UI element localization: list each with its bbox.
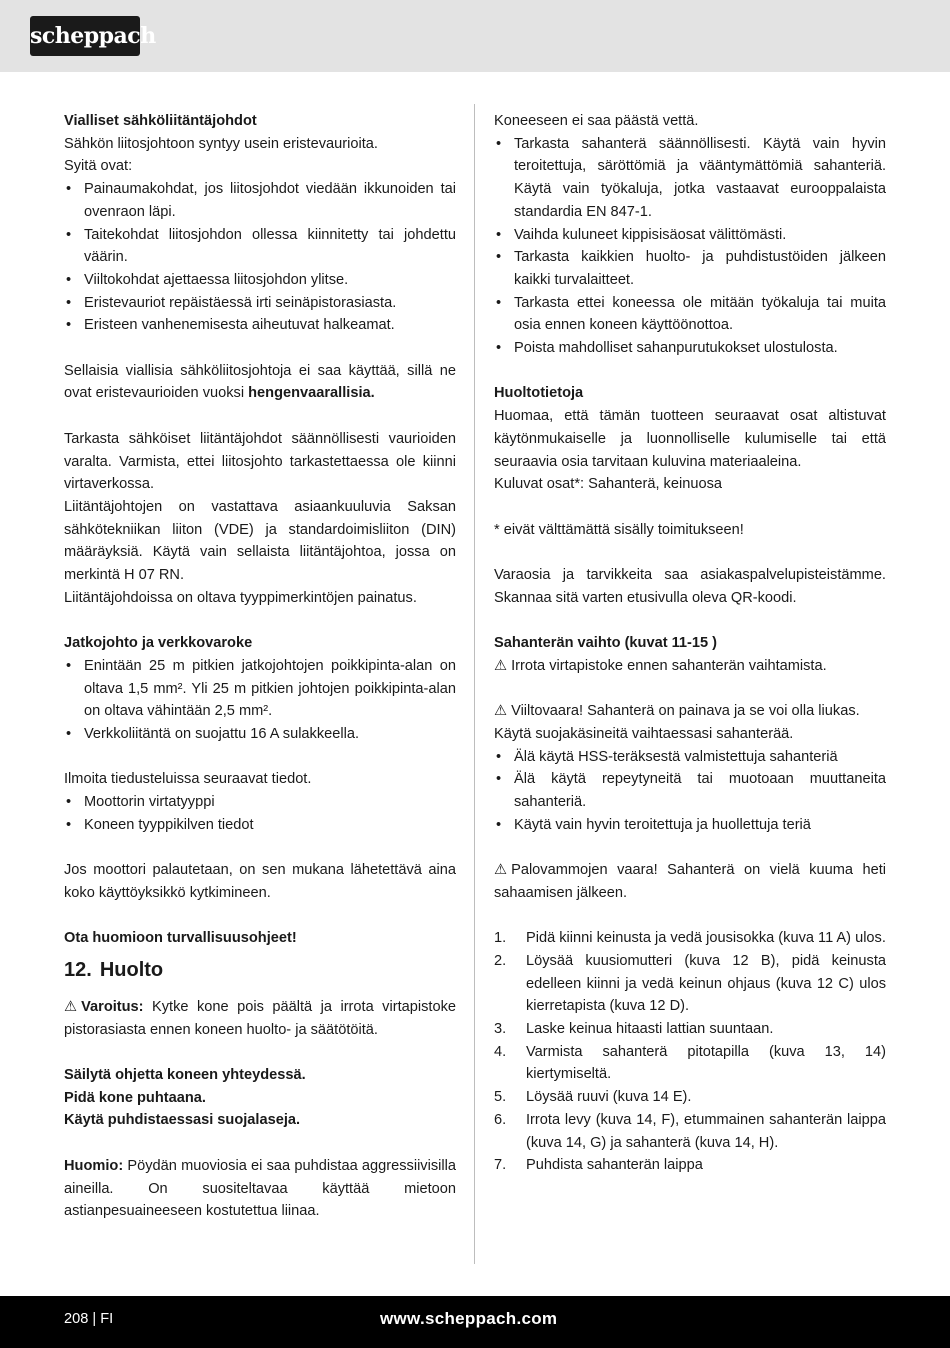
bold-line: Säilytä ohjetta koneen yhteydessä. — [64, 1067, 306, 1084]
list-item: • Moottorin virtatyyppi — [64, 791, 456, 814]
paragraph: Kuluvat osat*: Sahanterä, keinuosa — [494, 476, 722, 493]
paragraph: Käytä suojakäsineitä vaihtaessasi sahanterää. — [494, 725, 794, 742]
section-number: 12. — [64, 958, 92, 981]
section-heading — [64, 958, 456, 982]
list-item: • Koneen tyyppikilven tiedot — [64, 814, 456, 837]
paragraph: Liitäntäjohdoissa on oltava tyyppimerkintöjen painatus. — [64, 589, 417, 606]
list-item: • Eristevauriot repäistäessä irti seinäpistorasiasta. — [64, 292, 456, 315]
section-title: Huolto — [99, 958, 164, 981]
extension-list — [64, 655, 456, 746]
list-item — [494, 1154, 886, 1177]
bold-text: hengenvaarallisia. — [248, 385, 375, 402]
inquiry-list — [64, 791, 456, 836]
paragraph-danger — [64, 360, 456, 405]
list-item — [494, 1041, 886, 1086]
list-item: • Älä käytä HSS-teräksestä valmistettuja sahanteriä — [494, 746, 886, 769]
blade-list — [494, 746, 886, 837]
step-number: 5. — [494, 1089, 507, 1106]
bold-line: Käytä puhdistaessasi suojalaseja. — [64, 1112, 301, 1129]
step-number: 2. — [494, 952, 507, 969]
step-text: Löysää kuusiomutteri (kuva 12 B), pidä keinusta edelleen kiinni ja vedä keinun ohjaus (kuva 12 C) ulos kierretapista (kuva 12 D). — [526, 952, 886, 1015]
list-item — [494, 950, 886, 1018]
step-text: Pidä kiinni keinusta ja vedä jousisokka (kuva 11 A) ulos. — [526, 930, 886, 947]
paragraph: Huomaa, että tämän tuotteen seuraavat osat altistuvat käytönmukaiselle ja luonnolliselle kulumiselle tai että seuraavia osia tarvitaan kuluvina materiaaleina. — [494, 408, 886, 470]
page-number: 208 | FI — [64, 1311, 114, 1327]
footer-bar — [0, 1296, 950, 1348]
text: Viiltovaara! Sahanterä on painava ja se voi olla liukas. — [511, 703, 860, 720]
list-item — [494, 927, 886, 950]
bold-line: Pidä kone puhtaana. — [64, 1089, 206, 1106]
paragraph: * eivät välttämättä sisälly toimitukseen! — [494, 521, 744, 538]
list-item: • Eristeen vanhenemisesta aiheutuvat halkeamat. — [64, 314, 456, 337]
right-column — [494, 110, 886, 1177]
list-item: • Taitekohdat liitosjohdon ollessa kiinnitetty tai johdettu väärin. — [64, 224, 456, 269]
list-item — [494, 1018, 886, 1041]
checks-list — [494, 133, 886, 360]
paragraph: Sähkön liitosjohtoon syntyy usein eristevaurioita. — [64, 135, 378, 152]
warning-icon: ⚠ — [494, 703, 508, 720]
warning-paragraph — [494, 859, 886, 904]
list-item — [494, 1109, 886, 1154]
left-column — [64, 110, 456, 1223]
note-label: Huomio: — [64, 1157, 124, 1174]
heading-blade-change: Sahanterän vaihto (kuvat 11-15 ) — [494, 635, 718, 652]
list-item: • Painaumakohdat, jos liitosjohdot viedään ikkunoiden tai ovenraon läpi. — [64, 178, 456, 223]
warning-icon: ⚠ — [494, 657, 508, 674]
step-text: Irrota levy (kuva 14, F), etummainen sahanterän laippa (kuva 14, G) ja sahanterä (kuva 14, H). — [526, 1111, 886, 1151]
list-item: • Enintään 25 m pitkien jatkojohtojen poikkipinta-alan on oltava 1,5 mm². Yli 25 m pitkien johtojen poikkipinta-alan on oltava vähintään 2,5 mm². — [64, 655, 456, 723]
text: Kytke kone pois päältä ja irrota virtapistoke pistorasiasta ennen koneen huolto- ja säätötöitä. — [64, 998, 456, 1038]
step-text: Puhdista sahanterän laippa — [526, 1157, 703, 1174]
step-number: 6. — [494, 1111, 507, 1128]
text: Pöydän muoviosia ei saa puhdistaa aggressiivisilla aineilla. On suositeltavaa käyttää mietoon astianpesuaineeseen kostutettua liinaa. — [64, 1157, 456, 1220]
warning-paragraph — [494, 700, 886, 723]
paragraph: Koneeseen ei saa päästä vettä. — [494, 113, 699, 129]
list-item: • Käytä vain hyvin teroitettuja ja huollettuja teriä — [494, 814, 886, 837]
list-item: • Tarkasta kaikkien huolto- ja puhdistustöiden jälkeen kaikki turvalaitteet. — [494, 246, 886, 291]
paragraph: Jos moottori palautetaan, on sen mukana lähetettävä aina koko käyttöyksikkö kytkimineen. — [64, 862, 456, 901]
note-paragraph — [64, 1155, 456, 1223]
causes-list — [64, 178, 456, 337]
step-number: 3. — [494, 1021, 507, 1038]
warning-paragraph — [494, 655, 886, 678]
text: Palovammojen vaara! Sahanterä on vielä kuuma heti sahaamisen jälkeen. — [494, 862, 886, 901]
step-number: 1. — [494, 930, 507, 947]
step-text: Varmista sahanterä pitotapilla (kuva 13, 14) kiertymiseltä. — [526, 1043, 886, 1083]
text: Sellaisia viallisia sähköliitosjohtoja ei saa käyttää, sillä ne ovat eristevaurioiden vuoksi — [64, 362, 456, 402]
warning-icon: ⚠ — [494, 862, 508, 879]
website-url: www.scheppach.com — [380, 1309, 558, 1328]
list-item: • Älä käytä repeytyneitä tai muotoaan muuttaneita sahanteriä. — [494, 768, 886, 813]
warning-icon: ⚠ — [64, 998, 78, 1015]
safety-note: Ota huomioon turvallisuusohjeet! — [64, 930, 297, 947]
step-text: Löysää ruuvi (kuva 14 E). — [526, 1089, 692, 1106]
heading-service: Huoltotietoja — [494, 385, 584, 402]
heading-damaged-cables: Vialliset sähköliitäntäjohdot — [64, 113, 257, 129]
paragraph: Syitä ovat: — [64, 158, 133, 175]
paragraph: Liitäntäjohtojen on vastattava asiaankuuluvia Saksan sähkötekniikan liiton (VDE) ja standardoimisliiton (DIN) määräyksiä. Käytä vain sellaista liitäntäjohtoa, jossa on merkintä H 07 RN. — [64, 498, 456, 584]
list-item: • Vaihda kuluneet kippisisäosat välittömästi. — [494, 224, 886, 247]
column-divider — [474, 104, 475, 1264]
list-item: • Poista mahdolliset sahanpurutukokset ulostulosta. — [494, 337, 886, 360]
paragraph: Varaosia ja tarvikkeita saa asiakaspalvelupisteistämme. Skannaa sitä varten etusivulla oleva QR-koodi. — [494, 567, 886, 606]
list-item: • Viiltokohdat ajettaessa liitosjohdon ylitse. — [64, 269, 456, 292]
paragraph: Ilmoita tiedusteluissa seuraavat tiedot. — [64, 771, 312, 788]
scheppach-logo: scheppach — [30, 16, 140, 56]
step-text: Laske keinua hitaasti lattian suuntaan. — [526, 1021, 774, 1038]
header-bar — [0, 0, 950, 72]
step-number: 4. — [494, 1043, 507, 1060]
heading-extension: Jatkojohto ja verkkovaroke — [64, 635, 253, 652]
list-item: • Tarkasta ettei koneessa ole mitään työkaluja tai muita osia ennen koneen käyttöönottoa. — [494, 292, 886, 337]
paragraph: Tarkasta sähköiset liitäntäjohdot säännöllisesti vaurioiden varalta. Varmista, ettei liitosjohto tarkastettaessa ole kiinni virtaverkossa. — [64, 430, 456, 493]
text: Irrota virtapistoke ennen sahanterän vaihtamista. — [511, 657, 827, 674]
list-item — [494, 1086, 886, 1109]
steps-list — [494, 927, 886, 1177]
list-item: • Tarkasta sahanterä säännöllisesti. Käytä vain hyvin teroitettuja, säröttömiä ja vääntymättömiä sahanteriä. Käytä vain työkaluja, jotka vastaavat eurooppalaista standardia EN 847-1. — [494, 133, 886, 224]
list-item: • Verkkoliitäntä on suojattu 16 A sulakkeella. — [64, 723, 456, 746]
warning-label: Varoitus: — [81, 998, 144, 1015]
step-number: 7. — [494, 1157, 507, 1174]
warning-paragraph — [64, 996, 456, 1041]
